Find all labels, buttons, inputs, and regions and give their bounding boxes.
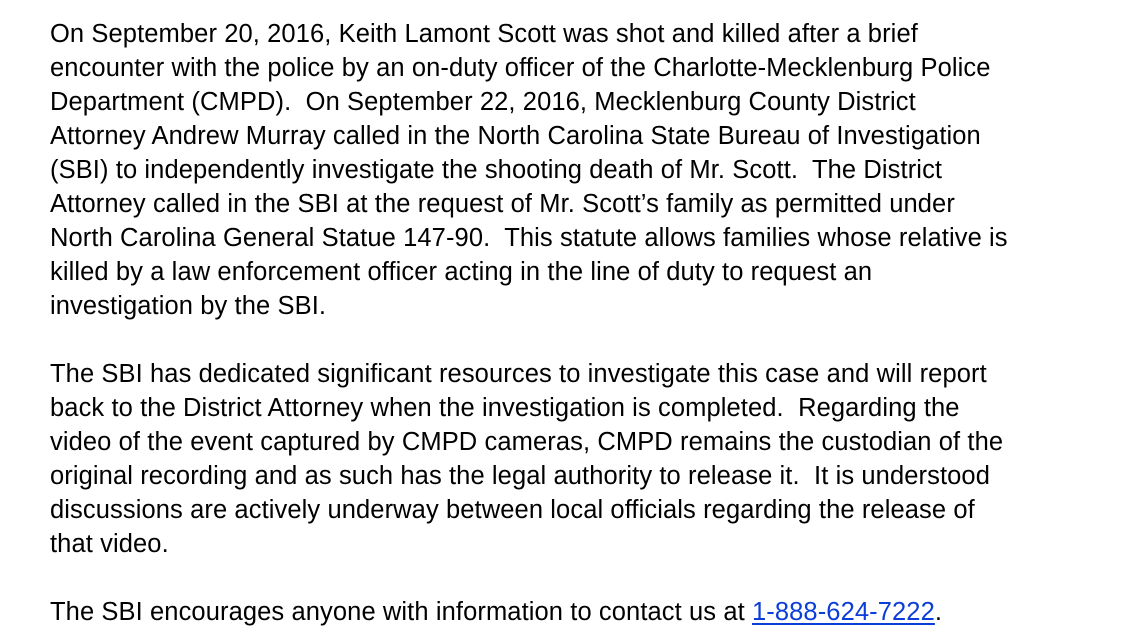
paragraph-investigation-status — [50, 357, 1130, 561]
text-line: (SBI) to independently investigate the shooting death of Mr. Scott. The District — [50, 156, 943, 184]
text-line: encounter with the police by an on-duty officer of the Charlotte-Mecklenburg Police — [50, 54, 991, 82]
text-line: video of the event captured by CMPD cameras, CMPD remains the custodian of the — [50, 428, 1004, 456]
phone-number-link[interactable]: 1-888-624-7222 — [751, 598, 935, 626]
text-line: Attorney Andrew Murray called in the North Carolina State Bureau of Investigation — [50, 122, 981, 150]
text-line: On September 20, 2016, Keith Lamont Scott was shot and killed after a brief — [50, 20, 918, 48]
text-line: that video. — [50, 530, 169, 558]
text-line: killed by a law enforcement officer acting in the line of duty to request an — [50, 258, 873, 286]
text-line: The SBI has dedicated significant resources to investigate this case and will report — [50, 360, 987, 388]
text-line: back to the District Attorney when the investigation is completed. Regarding the — [50, 394, 960, 422]
contact-line — [50, 595, 1130, 629]
paragraph-contact — [50, 595, 1130, 629]
contact-prefix-text: The SBI encourages anyone with information to contact us at — [50, 598, 752, 626]
paragraph-shooting-summary — [50, 17, 1130, 323]
text-line: discussions are actively underway between local officials regarding the release of — [50, 496, 975, 524]
text-line: original recording and as such has the legal authority to release it. It is understood — [50, 462, 990, 490]
text-line: investigation by the SBI. — [50, 292, 327, 320]
contact-suffix-text: . — [934, 598, 943, 626]
text-line: Department (CMPD). On September 22, 2016, Mecklenburg County District — [50, 88, 916, 116]
text-line: North Carolina General Statue 147-90. This statute allows families whose relative is — [50, 224, 1008, 252]
statement-document — [50, 17, 1130, 629]
text-line: Attorney called in the SBI at the request of Mr. Scott’s family as permitted under — [50, 190, 955, 218]
